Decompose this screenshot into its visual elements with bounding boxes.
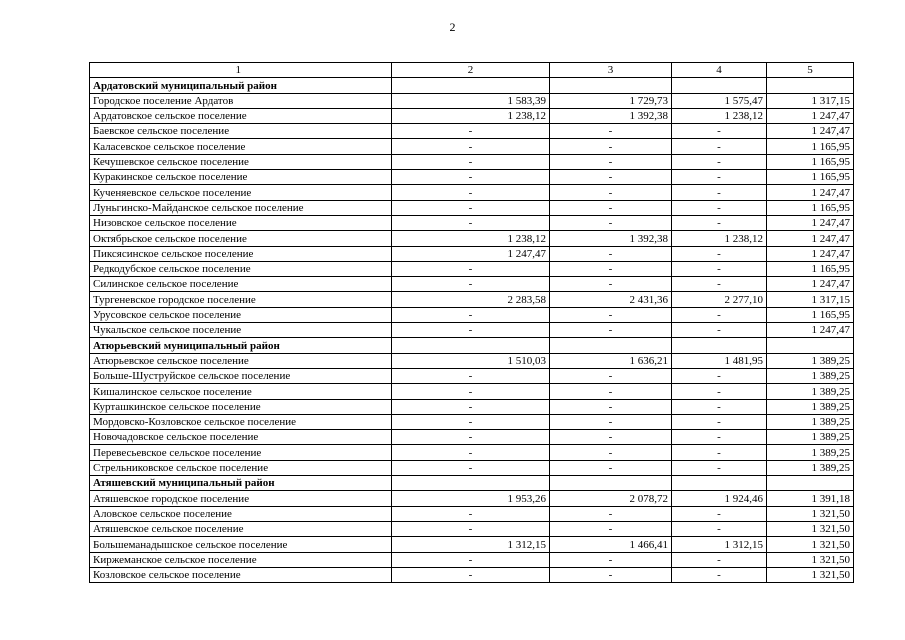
value-cell-c2: 1 312,15 — [392, 537, 550, 552]
section-title: Ардатовский муниципальный район — [90, 78, 392, 93]
value-cell-c5: 1 389,25 — [767, 399, 854, 414]
empty-cell — [767, 338, 854, 353]
table-row — [90, 506, 854, 521]
settlement-name: Городское поселение Ардатов — [90, 93, 392, 108]
value-cell-c2: - — [392, 384, 550, 399]
settlement-name: Редкодубское сельское поселение — [90, 261, 392, 276]
value-cell-c2: - — [392, 154, 550, 169]
empty-cell — [672, 476, 767, 491]
value-cell-c3: - — [550, 399, 672, 414]
value-cell-c3: 1 392,38 — [550, 108, 672, 123]
section-row — [90, 78, 854, 93]
value-cell-c5: 1 165,95 — [767, 154, 854, 169]
empty-cell — [392, 476, 550, 491]
value-cell-c4: - — [672, 139, 767, 154]
settlement-name: Пиксясинское сельское поселение — [90, 246, 392, 261]
value-cell-c3: - — [550, 277, 672, 292]
value-cell-c2: - — [392, 170, 550, 185]
settlement-name: Больше-Шуструйское сельское поселение — [90, 368, 392, 383]
value-cell-c3: - — [550, 430, 672, 445]
settlement-name: Низовское сельское поселение — [90, 215, 392, 230]
value-cell-c5: 1 389,25 — [767, 368, 854, 383]
table-row — [90, 170, 854, 185]
empty-cell — [392, 338, 550, 353]
settlement-name: Киржеманское сельское поселение — [90, 552, 392, 567]
table-row — [90, 124, 854, 139]
value-cell-c5: 1 247,47 — [767, 323, 854, 338]
value-cell-c3: - — [550, 124, 672, 139]
settlement-name: Куракинское сельское поселение — [90, 170, 392, 185]
value-cell-c3: - — [550, 154, 672, 169]
table-row — [90, 537, 854, 552]
value-cell-c2: - — [392, 430, 550, 445]
value-cell-c3: - — [550, 552, 672, 567]
value-cell-c3: - — [550, 185, 672, 200]
empty-cell — [672, 338, 767, 353]
value-cell-c2: - — [392, 567, 550, 582]
value-cell-c4: 1 924,46 — [672, 491, 767, 506]
value-cell-c2: - — [392, 521, 550, 536]
value-cell-c3: - — [550, 170, 672, 185]
value-cell-c4: - — [672, 215, 767, 230]
value-cell-c3: - — [550, 323, 672, 338]
empty-cell — [672, 78, 767, 93]
settlement-name: Урусовское сельское поселение — [90, 307, 392, 322]
empty-cell — [550, 78, 672, 93]
empty-cell — [392, 78, 550, 93]
table-row — [90, 552, 854, 567]
value-cell-c5: 1 389,25 — [767, 430, 854, 445]
table-row — [90, 277, 854, 292]
value-cell-c5: 1 247,47 — [767, 231, 854, 246]
table-row — [90, 231, 854, 246]
value-cell-c5: 1 321,50 — [767, 537, 854, 552]
value-cell-c4: - — [672, 552, 767, 567]
value-cell-c2: - — [392, 399, 550, 414]
value-cell-c2: - — [392, 215, 550, 230]
value-cell-c3: - — [550, 261, 672, 276]
value-cell-c3: - — [550, 246, 672, 261]
settlement-name: Силинское сельское поселение — [90, 277, 392, 292]
empty-cell — [550, 338, 672, 353]
tariff-table — [89, 62, 854, 583]
value-cell-c2: - — [392, 506, 550, 521]
value-cell-c4: - — [672, 368, 767, 383]
value-cell-c4: - — [672, 399, 767, 414]
table-row — [90, 261, 854, 276]
settlement-name: Октябрьское сельское поселение — [90, 231, 392, 246]
value-cell-c5: 1 317,15 — [767, 292, 854, 307]
table-row — [90, 292, 854, 307]
value-cell-c5: 1 321,50 — [767, 567, 854, 582]
column-header-2: 2 — [392, 63, 550, 78]
table-row — [90, 307, 854, 322]
value-cell-c3: - — [550, 368, 672, 383]
table-row — [90, 399, 854, 414]
value-cell-c2: 1 953,26 — [392, 491, 550, 506]
value-cell-c5: 1 165,95 — [767, 261, 854, 276]
value-cell-c3: 2 078,72 — [550, 491, 672, 506]
value-cell-c3: - — [550, 384, 672, 399]
value-cell-c4: 2 277,10 — [672, 292, 767, 307]
column-header-5: 5 — [767, 63, 854, 78]
value-cell-c4: - — [672, 506, 767, 521]
value-cell-c3: 1 466,41 — [550, 537, 672, 552]
settlement-name: Большеманадышское сельское поселение — [90, 537, 392, 552]
value-cell-c3: 1 729,73 — [550, 93, 672, 108]
value-cell-c4: - — [672, 567, 767, 582]
value-cell-c3: - — [550, 215, 672, 230]
table-row — [90, 139, 854, 154]
value-cell-c2: - — [392, 445, 550, 460]
table-row — [90, 414, 854, 429]
value-cell-c4: - — [672, 414, 767, 429]
value-cell-c4: - — [672, 246, 767, 261]
value-cell-c5: 1 389,25 — [767, 460, 854, 475]
value-cell-c2: - — [392, 200, 550, 215]
value-cell-c2: - — [392, 552, 550, 567]
value-cell-c4: - — [672, 384, 767, 399]
empty-cell — [767, 476, 854, 491]
column-header-3: 3 — [550, 63, 672, 78]
value-cell-c3: - — [550, 567, 672, 582]
empty-cell — [550, 476, 672, 491]
value-cell-c2: - — [392, 185, 550, 200]
section-row — [90, 476, 854, 491]
value-cell-c5: 1 247,47 — [767, 108, 854, 123]
settlement-name: Ардатовское сельское поселение — [90, 108, 392, 123]
value-cell-c2: 1 583,39 — [392, 93, 550, 108]
value-cell-c3: - — [550, 139, 672, 154]
value-cell-c2: - — [392, 460, 550, 475]
table-row — [90, 353, 854, 368]
table-row — [90, 215, 854, 230]
table-row — [90, 246, 854, 261]
value-cell-c2: 2 283,58 — [392, 292, 550, 307]
value-cell-c3: - — [550, 521, 672, 536]
settlement-name: Новочадовское сельское поселение — [90, 430, 392, 445]
table-row — [90, 154, 854, 169]
value-cell-c5: 1 317,15 — [767, 93, 854, 108]
table-header-row — [90, 63, 854, 78]
value-cell-c2: 1 247,47 — [392, 246, 550, 261]
value-cell-c4: - — [672, 323, 767, 338]
table-row — [90, 460, 854, 475]
value-cell-c3: 1 392,38 — [550, 231, 672, 246]
value-cell-c4: - — [672, 277, 767, 292]
value-cell-c5: 1 247,47 — [767, 215, 854, 230]
value-cell-c4: - — [672, 307, 767, 322]
settlement-name: Луньгинско-Майданское сельское поселение — [90, 200, 392, 215]
settlement-name: Перевесьевское сельское поселение — [90, 445, 392, 460]
table-row — [90, 567, 854, 582]
value-cell-c3: - — [550, 506, 672, 521]
settlement-name: Чукальское сельское поселение — [90, 323, 392, 338]
value-cell-c4: 1 575,47 — [672, 93, 767, 108]
settlement-name: Атяшевское сельское поселение — [90, 521, 392, 536]
value-cell-c5: 1 321,50 — [767, 552, 854, 567]
value-cell-c5: 1 165,95 — [767, 170, 854, 185]
value-cell-c5: 1 165,95 — [767, 200, 854, 215]
value-cell-c4: - — [672, 430, 767, 445]
value-cell-c2: - — [392, 307, 550, 322]
column-header-1: 1 — [90, 63, 392, 78]
value-cell-c2: - — [392, 139, 550, 154]
value-cell-c4: - — [672, 521, 767, 536]
table-row — [90, 491, 854, 506]
value-cell-c4: - — [672, 124, 767, 139]
value-cell-c3: - — [550, 200, 672, 215]
section-row — [90, 338, 854, 353]
value-cell-c2: - — [392, 277, 550, 292]
value-cell-c5: 1 247,47 — [767, 124, 854, 139]
value-cell-c4: 1 481,95 — [672, 353, 767, 368]
settlement-name: Курташкинское сельское поселение — [90, 399, 392, 414]
table-row — [90, 93, 854, 108]
table-row — [90, 108, 854, 123]
value-cell-c3: 1 636,21 — [550, 353, 672, 368]
settlement-name: Тургеневское городское поселение — [90, 292, 392, 307]
table-row — [90, 430, 854, 445]
page-number: 2 — [449, 20, 456, 34]
value-cell-c5: 1 321,50 — [767, 521, 854, 536]
value-cell-c3: - — [550, 445, 672, 460]
value-cell-c5: 1 391,18 — [767, 491, 854, 506]
value-cell-c4: 1 238,12 — [672, 231, 767, 246]
value-cell-c2: - — [392, 414, 550, 429]
table-row — [90, 200, 854, 215]
settlement-name: Атяшевское городское поселение — [90, 491, 392, 506]
settlement-name: Аловское сельское поселение — [90, 506, 392, 521]
value-cell-c4: 1 312,15 — [672, 537, 767, 552]
value-cell-c2: 1 238,12 — [392, 231, 550, 246]
value-cell-c3: - — [550, 414, 672, 429]
settlement-name: Стрельниковское сельское поселение — [90, 460, 392, 475]
value-cell-c4: - — [672, 185, 767, 200]
table-row — [90, 521, 854, 536]
value-cell-c4: 1 238,12 — [672, 108, 767, 123]
value-cell-c2: 1 510,03 — [392, 353, 550, 368]
value-cell-c5: 1 247,47 — [767, 185, 854, 200]
value-cell-c5: 1 389,25 — [767, 414, 854, 429]
value-cell-c4: - — [672, 261, 767, 276]
value-cell-c5: 1 247,47 — [767, 277, 854, 292]
value-cell-c5: 1 389,25 — [767, 384, 854, 399]
table-row — [90, 445, 854, 460]
value-cell-c4: - — [672, 445, 767, 460]
value-cell-c3: - — [550, 307, 672, 322]
value-cell-c5: 1 321,50 — [767, 506, 854, 521]
settlement-name: Атюрьевское сельское поселение — [90, 353, 392, 368]
value-cell-c5: 1 247,47 — [767, 246, 854, 261]
table-row — [90, 384, 854, 399]
value-cell-c4: - — [672, 460, 767, 475]
settlement-name: Кишалинское сельское поселение — [90, 384, 392, 399]
table-row — [90, 323, 854, 338]
table-body — [90, 63, 854, 583]
table-row — [90, 185, 854, 200]
empty-cell — [767, 78, 854, 93]
value-cell-c3: - — [550, 460, 672, 475]
value-cell-c5: 1 389,25 — [767, 353, 854, 368]
value-cell-c5: 1 165,95 — [767, 139, 854, 154]
value-cell-c5: 1 165,95 — [767, 307, 854, 322]
settlement-name: Мордовско-Козловское сельское поселение — [90, 414, 392, 429]
value-cell-c2: - — [392, 261, 550, 276]
value-cell-c2: - — [392, 323, 550, 338]
value-cell-c3: 2 431,36 — [550, 292, 672, 307]
settlement-name: Кученяевское сельское поселение — [90, 185, 392, 200]
value-cell-c5: 1 389,25 — [767, 445, 854, 460]
settlement-name: Козловское сельское поселение — [90, 567, 392, 582]
value-cell-c2: - — [392, 124, 550, 139]
section-title: Атюрьевский муниципальный район — [90, 338, 392, 353]
value-cell-c2: - — [392, 368, 550, 383]
value-cell-c4: - — [672, 200, 767, 215]
value-cell-c4: - — [672, 170, 767, 185]
table-row — [90, 368, 854, 383]
settlement-name: Каласевское сельское поселение — [90, 139, 392, 154]
value-cell-c4: - — [672, 154, 767, 169]
section-title: Атяшевский муниципальный район — [90, 476, 392, 491]
settlement-name: Баевское сельское поселение — [90, 124, 392, 139]
column-header-4: 4 — [672, 63, 767, 78]
value-cell-c2: 1 238,12 — [392, 108, 550, 123]
settlement-name: Кечушевское сельское поселение — [90, 154, 392, 169]
